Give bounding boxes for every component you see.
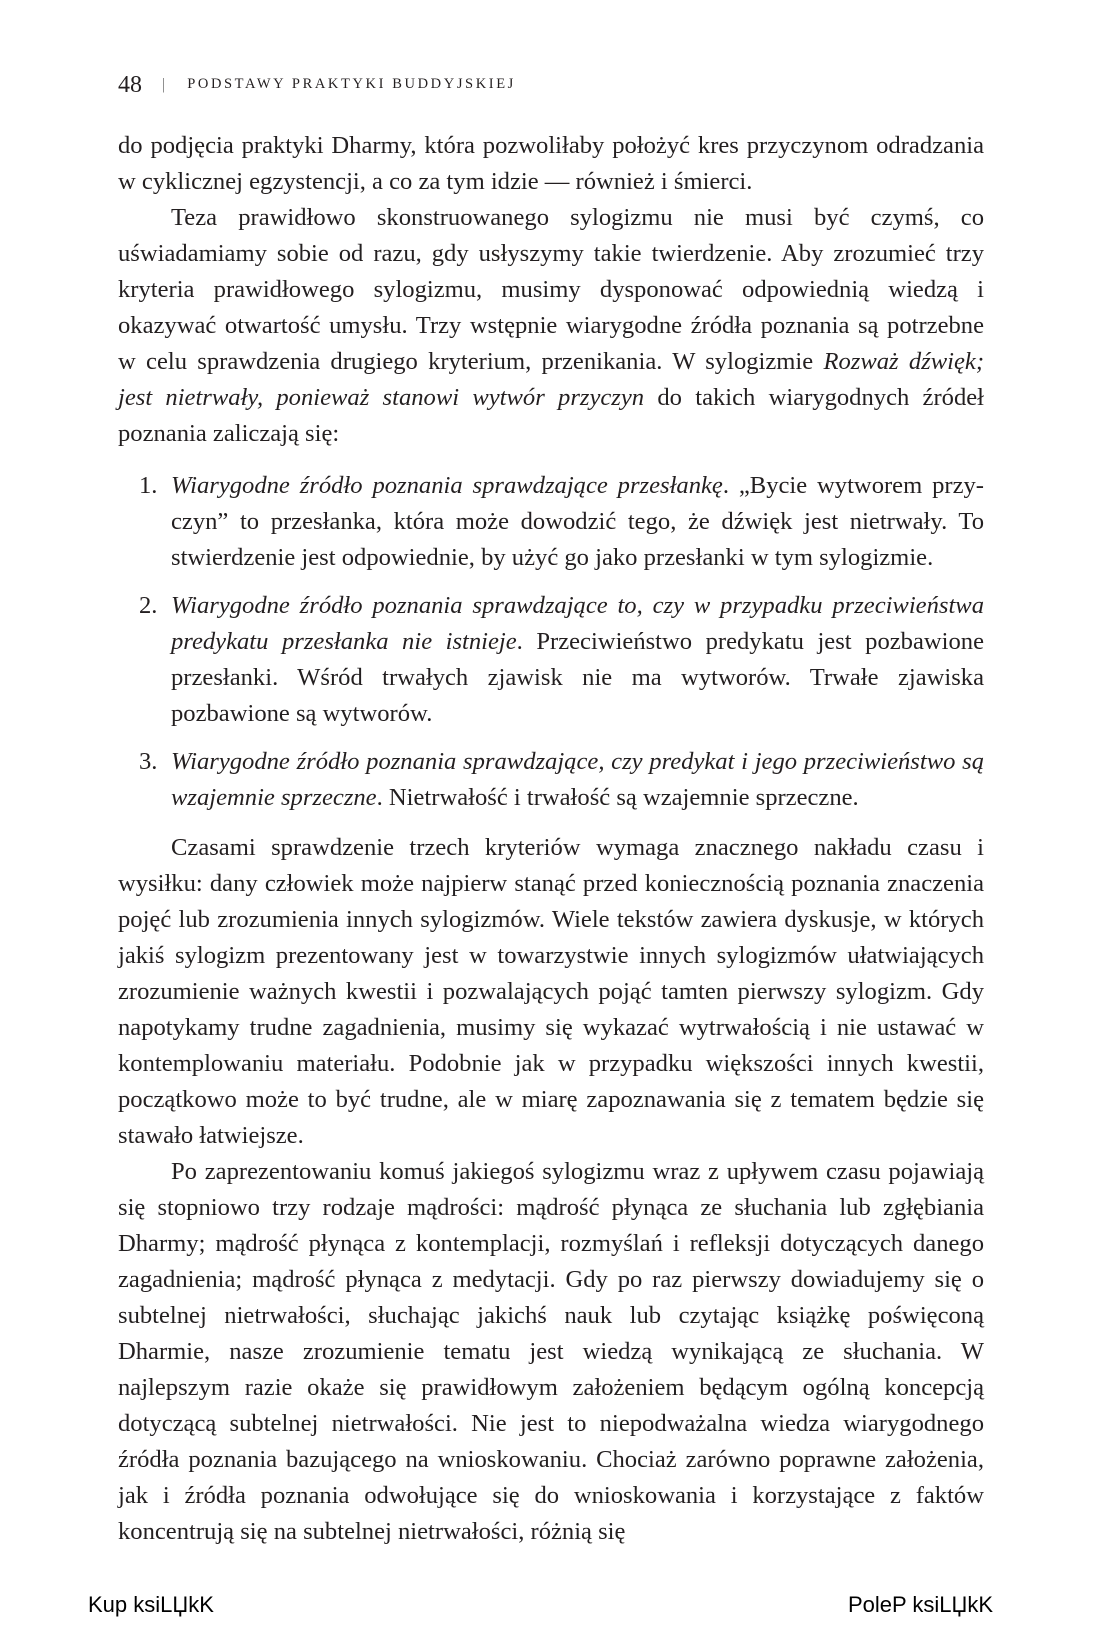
list-item bbox=[118, 744, 984, 816]
list-item-heading: Wiarygodne źródło poznania sprawdzające to, czy w przypadku przeciwieństwa predykatu przesłanka nie istnieje bbox=[171, 592, 984, 655]
list-item-text: . Przeciwieństwo predykatu jest pozbawione przesłanki. Wśród trwałych zjawisk nie ma wytworów. Trwałe zjawiska pozbawione są wytworów. bbox=[171, 628, 984, 727]
syllogism-example: Rozważ dźwięk; jest nietrwały, ponieważ stanowi wytwór przyczyn bbox=[118, 348, 985, 411]
list-item-text: . Nietrwałość i trwałość są wzajemnie sprzeczne. bbox=[376, 784, 859, 811]
list-item-text: . „Bycie wytworem przyczyn” to przesłanka, która może dowodzić tego, że dźwięk jest nietrwały. To stwierdzenie jest odpowiednie, by użyć go jako przesłanki w tym sylogizmie. bbox=[171, 472, 984, 571]
paragraph-text-end: do takich wiarygodnych źródeł poznania zaliczają się: bbox=[118, 384, 985, 447]
list-item-number: 3. bbox=[139, 748, 158, 775]
paragraph-syllogism-thesis bbox=[118, 200, 984, 452]
page-header bbox=[118, 72, 516, 99]
running-title: PODSTAWY PRAKTYKI BUDDYJSKIEJ bbox=[187, 76, 516, 92]
recommend-book-link[interactable]: PoleP ksiLЏkK bbox=[847, 1592, 993, 1617]
paragraph-text: Teza prawidłowo skonstruowanego sylogizmu nie musi być czymś, co uświadamiamy sobie od razu, gdy usłyszymy takie twierdzenie. Aby zrozumieć trzy kryteria prawidłowego sylogizmu, musimy dysponować odpowiednią wiedzą i okazywać otwartość umysłu. Trzy wstępnie wiarygodne źródła poznania są potrzebne w celu sprawdzenia drugiego kryterium, przenikania. W sylogizmie bbox=[118, 204, 984, 375]
criteria-list bbox=[118, 468, 984, 816]
list-item bbox=[118, 588, 984, 732]
paragraph-criteria-effort: Czasami sprawdzenie trzech kryteriów wymaga znacznego nakładu czasu i wysiłku: dany człowiek może najpierw stanąć przed koniecznością poznania znaczenia pojęć lub zrozumienia innych sylogizmów. Wiele tekstów zawiera dyskusje, w których jakiś sylogizm prezentowany jest w towarzystwie innych sylogizmów ułatwiających zrozumienie ważnych kwestii i pozwalających pojąć tamten pierwszy sylogizm. Gdy napotykamy trudne zagadnienia, musimy się wykazać wytrwałością i nie ustawać w kontemplowaniu materiału. Podobnie jak w przypadku większości innych kwestii, początkowo może to być trudne, ale w miarę zapoznawania się z tematem będzie się stawało łatwiejsze. bbox=[118, 834, 984, 1149]
list-item-number: 2. bbox=[139, 592, 158, 619]
header-separator: | bbox=[162, 76, 166, 93]
list-item bbox=[118, 468, 984, 576]
page-number: 48 bbox=[118, 72, 142, 98]
main-text bbox=[118, 128, 984, 1550]
list-item-number: 1. bbox=[139, 472, 158, 499]
list-item-heading: Wiarygodne źródło poznania sprawdzające przesłankę bbox=[171, 472, 723, 499]
paragraph-three-wisdoms: Po zaprezentowaniu komuś jakiegoś sylogizmu wraz z upływem czasu pojawiają się stopniowo trzy rodzaje mądrości: mądrość płynąca ze słuchania lub zgłębiania Dharmy; mądrość płynąca z kontemplacji, rozmyślań i refleksji dotyczących danego zagadnienia; mądrość płynąca z medytacji. Gdy po raz pierwszy dowiadujemy się o subtelnej nietrwałości, słuchając jakichś nauk lub czytając książkę poświęconą Dharmie, nasze zrozumienie tematu jest wiedzą wynikającą ze słuchania. W najlepszym razie okaże się prawidłowym założeniem będącym ogólną koncepcją dotyczącą subtelnej nietrwałości. Nie jest to niepodważalna wiedza wiarygodnego źródła poznania bazującego na wnioskowaniu. Chociaż zarówno poprawne założenia, jak i źródła poznania odwołujące się do wnioskowania i korzystające z faktów koncentrują się na subtelnej nietrwałości, różnią się bbox=[118, 1158, 984, 1545]
buy-book-link[interactable]: Kup ksiLЏkK bbox=[88, 1592, 214, 1617]
list-item-heading: Wiarygodne źródło poznania sprawdzające, czy predykat i jego przeciwieństwo są wzajemnie sprzeczne bbox=[171, 748, 984, 811]
paragraph-continuation: do podjęcia praktyki Dharmy, która pozwoliłaby położyć kres przyczynom odradzania w cyklicznej egzystencji, a co za tym idzie — również i śmierci. bbox=[118, 132, 984, 195]
